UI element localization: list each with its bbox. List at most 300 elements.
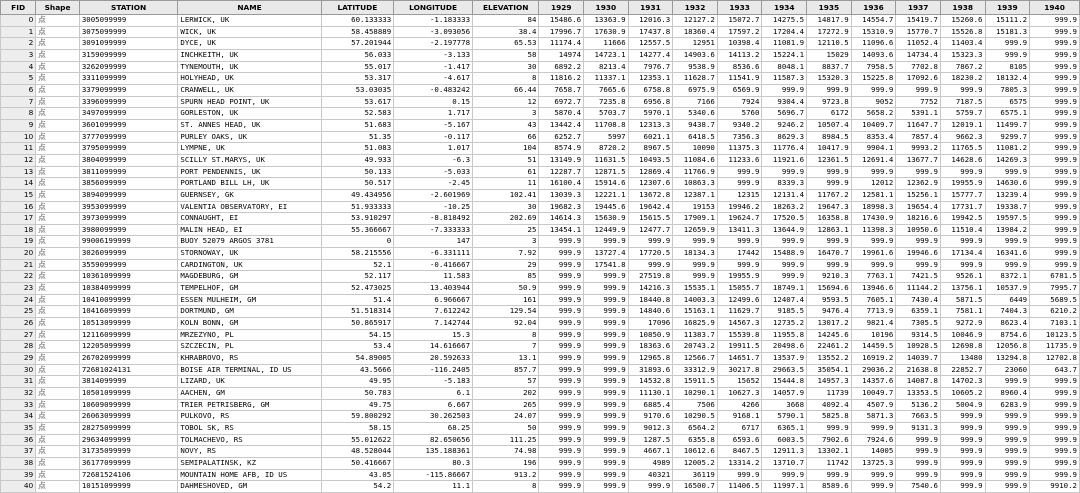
table-cell[interactable]: 999.9 <box>985 469 1030 481</box>
row-id-cell[interactable]: 15 <box>1 189 36 201</box>
table-cell[interactable]: 999.9 <box>1030 61 1080 73</box>
table-cell[interactable]: 58.458889 <box>321 26 394 38</box>
table-cell[interactable]: 999.9 <box>940 236 985 248</box>
table-cell[interactable]: 8339.3 <box>762 178 807 190</box>
table-row[interactable] <box>1 457 1080 469</box>
table-cell[interactable]: 999.9 <box>807 422 852 434</box>
table-cell[interactable]: 15029 <box>807 49 852 61</box>
table-cell[interactable]: 202 <box>473 388 539 400</box>
table-cell[interactable]: 23060 <box>985 364 1030 376</box>
table-cell[interactable]: 265 <box>473 399 539 411</box>
table-cell[interactable]: 19682.3 <box>539 201 584 213</box>
table-cell[interactable]: 13552.2 <box>807 353 852 365</box>
table-cell[interactable]: 80.3 <box>394 457 473 469</box>
table-cell[interactable]: 5696.7 <box>762 108 807 120</box>
table-cell[interactable]: 点 <box>36 224 80 236</box>
table-cell[interactable]: 12659.9 <box>673 224 718 236</box>
table-cell[interactable]: 8 <box>473 73 539 85</box>
table-cell[interactable]: 点 <box>36 236 80 248</box>
table-cell[interactable]: 15488.9 <box>762 248 807 260</box>
table-cell[interactable]: 17541.8 <box>584 259 629 271</box>
table-cell[interactable]: 55.012622 <box>321 434 394 446</box>
table-cell[interactable]: 11174.4 <box>539 38 584 50</box>
table-cell[interactable]: -5.183 <box>394 376 473 388</box>
table-cell[interactable]: 14614.3 <box>539 213 584 225</box>
table-cell[interactable]: 9131.3 <box>896 422 941 434</box>
table-cell[interactable]: 3980099999 <box>79 224 178 236</box>
table-cell[interactable]: 999.9 <box>940 481 985 493</box>
table-row[interactable] <box>1 154 1080 166</box>
table-cell[interactable]: 19153 <box>673 201 718 213</box>
table-cell[interactable]: 22461.2 <box>807 341 852 353</box>
table-cell[interactable]: 11631.5 <box>584 154 629 166</box>
table-cell[interactable]: 66 <box>473 131 539 143</box>
table-cell[interactable]: 10410099999 <box>79 294 178 306</box>
table-cell[interactable]: 10513099999 <box>79 318 178 330</box>
table-cell[interactable]: 999.9 <box>584 364 629 376</box>
table-cell[interactable]: 7235.8 <box>584 96 629 108</box>
table-cell[interactable]: 点 <box>36 143 80 155</box>
table-cell[interactable]: 999.9 <box>584 329 629 341</box>
table-cell[interactable]: 17731.7 <box>940 201 985 213</box>
table-cell[interactable]: 3075099999 <box>79 26 178 38</box>
table-row[interactable] <box>1 318 1080 330</box>
row-id-cell[interactable]: 25 <box>1 306 36 318</box>
table-cell[interactable]: 16100.4 <box>539 178 584 190</box>
table-cell[interactable]: 36177099999 <box>79 457 178 469</box>
table-cell[interactable]: 12313.3 <box>628 119 673 131</box>
table-cell[interactable]: 12449.9 <box>584 224 629 236</box>
table-cell[interactable]: 72681024131 <box>79 364 178 376</box>
table-cell[interactable]: 8 <box>473 481 539 493</box>
table-cell[interactable]: 999.9 <box>985 49 1030 61</box>
table-cell[interactable]: 9246.2 <box>762 119 807 131</box>
table-cell[interactable]: TOLMACHEVO, RS <box>178 434 321 446</box>
table-cell[interactable]: 11647.7 <box>896 119 941 131</box>
table-cell[interactable]: 12315 <box>717 189 762 201</box>
table-cell[interactable]: 50 <box>473 422 539 434</box>
table-cell[interactable]: 7.612242 <box>394 306 473 318</box>
table-cell[interactable]: 11375.3 <box>717 143 762 155</box>
table-cell[interactable]: 8048.1 <box>762 61 807 73</box>
table-cell[interactable]: -3.133 <box>394 49 473 61</box>
table-cell[interactable]: 15914.6 <box>584 178 629 190</box>
table-cell[interactable]: 15419.7 <box>896 15 941 27</box>
table-cell[interactable]: 11541.9 <box>717 73 762 85</box>
table-cell[interactable]: 14817.9 <box>807 15 852 27</box>
table-cell[interactable]: 15535.1 <box>673 283 718 295</box>
table-cell[interactable]: 999.9 <box>717 166 762 178</box>
table-cell[interactable]: 999.9 <box>539 271 584 283</box>
table-cell[interactable]: 15260.6 <box>940 15 985 27</box>
table-cell[interactable]: 999.9 <box>584 341 629 353</box>
table-cell[interactable]: 55.366667 <box>321 224 394 236</box>
table-cell[interactable]: 999.9 <box>762 259 807 271</box>
table-cell[interactable]: 9526.1 <box>940 271 985 283</box>
table-cell[interactable]: 161 <box>473 294 539 306</box>
table-cell[interactable]: 13677.7 <box>896 154 941 166</box>
table-cell[interactable]: 11765.5 <box>940 143 985 155</box>
table-cell[interactable]: 999.9 <box>584 457 629 469</box>
table-cell[interactable]: 12131.4 <box>762 189 807 201</box>
table-cell[interactable]: SEMIPALATINSK, KZ <box>178 457 321 469</box>
table-cell[interactable]: 19647.3 <box>807 201 852 213</box>
row-id-cell[interactable]: 10 <box>1 131 36 143</box>
table-cell[interactable]: 8720.2 <box>584 143 629 155</box>
column-header-name[interactable]: NAME <box>178 1 321 15</box>
table-cell[interactable]: 17520.5 <box>762 213 807 225</box>
table-cell[interactable]: 9168.1 <box>717 411 762 423</box>
table-cell[interactable]: 12477.7 <box>628 224 673 236</box>
table-cell[interactable]: 10493.5 <box>628 154 673 166</box>
table-cell[interactable]: 14057.9 <box>762 388 807 400</box>
table-row[interactable] <box>1 84 1080 96</box>
table-cell[interactable]: 3379099999 <box>79 84 178 96</box>
table-cell[interactable]: 11666 <box>584 38 629 50</box>
table-cell[interactable]: 10507.4 <box>807 119 852 131</box>
table-cell[interactable]: 17597.2 <box>717 26 762 38</box>
table-cell[interactable]: TOBOL SK, RS <box>178 422 321 434</box>
table-cell[interactable]: 999.9 <box>807 166 852 178</box>
table-cell[interactable]: 3 <box>473 236 539 248</box>
table-cell[interactable]: 点 <box>36 26 80 38</box>
table-cell[interactable]: 18360.4 <box>673 26 718 38</box>
table-cell[interactable]: 999.9 <box>940 457 985 469</box>
row-id-cell[interactable]: 1 <box>1 26 36 38</box>
table-cell[interactable]: STORNOWAY, UK <box>178 248 321 260</box>
table-cell[interactable]: 19624.7 <box>717 213 762 225</box>
table-cell[interactable]: 51.35 <box>321 131 394 143</box>
table-cell[interactable]: 999.9 <box>539 364 584 376</box>
table-cell[interactable]: 6972.7 <box>539 96 584 108</box>
table-cell[interactable]: 11398.3 <box>851 224 896 236</box>
table-cell[interactable]: 18749.1 <box>762 283 807 295</box>
table-cell[interactable]: 15526.8 <box>940 26 985 38</box>
table-cell[interactable]: 点 <box>36 306 80 318</box>
table-cell[interactable]: 19445.6 <box>584 201 629 213</box>
table-cell[interactable]: 12016.3 <box>628 15 673 27</box>
table-cell[interactable]: 8837.7 <box>807 61 852 73</box>
row-id-cell[interactable]: 12 <box>1 154 36 166</box>
table-cell[interactable]: 85 <box>473 271 539 283</box>
table-cell[interactable]: 25 <box>473 224 539 236</box>
table-cell[interactable]: 17720.5 <box>628 248 673 260</box>
row-id-cell[interactable]: 31 <box>1 376 36 388</box>
table-cell[interactable]: 3091099999 <box>79 38 178 50</box>
table-cell[interactable]: 999.9 <box>940 434 985 446</box>
table-cell[interactable]: 3262099999 <box>79 61 178 73</box>
table-cell[interactable]: 999.9 <box>762 84 807 96</box>
table-cell[interactable]: 3777099999 <box>79 131 178 143</box>
table-cell[interactable]: 999.9 <box>539 376 584 388</box>
table-cell[interactable]: 点 <box>36 73 80 85</box>
table-cell[interactable]: 4507.9 <box>851 399 896 411</box>
table-cell[interactable]: 12353.1 <box>628 73 673 85</box>
table-cell[interactable]: 7924 <box>717 96 762 108</box>
table-row[interactable] <box>1 166 1080 178</box>
table-cell[interactable]: 10384099999 <box>79 283 178 295</box>
table-cell[interactable]: 14357.6 <box>851 376 896 388</box>
table-row[interactable] <box>1 143 1080 155</box>
table-cell[interactable]: 7713.9 <box>851 306 896 318</box>
table-cell[interactable]: SZCZECIN, PL <box>178 341 321 353</box>
table-row[interactable] <box>1 306 1080 318</box>
table-cell[interactable]: 14651.7 <box>717 353 762 365</box>
table-row[interactable] <box>1 259 1080 271</box>
table-cell[interactable]: 3497099999 <box>79 108 178 120</box>
table-cell[interactable]: 49.434956 <box>321 189 394 201</box>
table-cell[interactable]: 8984.5 <box>807 131 852 143</box>
table-cell[interactable]: NOVY, RS <box>178 446 321 458</box>
table-cell[interactable]: -1.183333 <box>394 15 473 27</box>
row-id-cell[interactable]: 35 <box>1 422 36 434</box>
table-cell[interactable]: 13411.3 <box>717 224 762 236</box>
row-id-cell[interactable]: 14 <box>1 178 36 190</box>
table-cell[interactable]: 7.142744 <box>394 318 473 330</box>
table-cell[interactable]: 11403.4 <box>940 38 985 50</box>
table-cell[interactable]: 9299.7 <box>985 131 1030 143</box>
table-cell[interactable]: 10850.9 <box>628 329 673 341</box>
table-cell[interactable]: 9904.1 <box>851 143 896 155</box>
table-cell[interactable]: 4266 <box>717 399 762 411</box>
table-cell[interactable]: 3396099999 <box>79 96 178 108</box>
table-cell[interactable]: 999.9 <box>628 259 673 271</box>
table-row[interactable] <box>1 388 1080 400</box>
table-cell[interactable]: 43.05 <box>321 469 394 481</box>
table-cell[interactable]: 19654.4 <box>896 201 941 213</box>
table-cell[interactable]: 16358.8 <box>807 213 852 225</box>
table-cell[interactable]: 4092.4 <box>807 399 852 411</box>
table-cell[interactable]: 26702099999 <box>79 353 178 365</box>
table-cell[interactable]: 点 <box>36 96 80 108</box>
table-cell[interactable]: 13239.4 <box>985 189 1030 201</box>
table-cell[interactable]: 14974 <box>539 49 584 61</box>
table-cell[interactable]: 30217.8 <box>717 364 762 376</box>
table-cell[interactable]: 999.9 <box>717 236 762 248</box>
table-cell[interactable]: 8754.6 <box>985 329 1030 341</box>
table-cell[interactable]: 5760 <box>717 108 762 120</box>
table-cell[interactable]: 15777.7 <box>940 189 985 201</box>
table-cell[interactable]: 5871.3 <box>851 411 896 423</box>
table-cell[interactable]: 19946.6 <box>896 248 941 260</box>
table-cell[interactable]: 35054.1 <box>807 364 852 376</box>
table-cell[interactable]: 10398.4 <box>717 38 762 50</box>
table-cell[interactable]: 999.9 <box>539 294 584 306</box>
column-header-1939[interactable]: 1939 <box>985 1 1030 15</box>
table-cell[interactable]: 6758.8 <box>628 84 673 96</box>
table-cell[interactable]: 12387.1 <box>673 189 718 201</box>
table-cell[interactable]: 点 <box>36 38 80 50</box>
table-cell[interactable]: 11081.9 <box>762 38 807 50</box>
table-cell[interactable]: 999.9 <box>985 236 1030 248</box>
table-cell[interactable]: 13725.3 <box>851 457 896 469</box>
table-cell[interactable]: 999.9 <box>584 376 629 388</box>
table-cell[interactable]: 135.188361 <box>394 446 473 458</box>
table-cell[interactable]: 点 <box>36 411 80 423</box>
table-cell[interactable]: 12869.4 <box>628 166 673 178</box>
table-cell[interactable]: 11130.1 <box>628 388 673 400</box>
table-cell[interactable]: 999.9 <box>1030 213 1080 225</box>
table-cell[interactable]: ST. ANNES HEAD, UK <box>178 119 321 131</box>
table-cell[interactable]: 19597.5 <box>985 213 1030 225</box>
table-cell[interactable]: 10863.3 <box>673 178 718 190</box>
table-cell[interactable]: 点 <box>36 154 80 166</box>
table-cell[interactable]: 点 <box>36 189 80 201</box>
table-cell[interactable]: 19946.2 <box>717 201 762 213</box>
table-cell[interactable]: 11776.4 <box>762 143 807 155</box>
table-cell[interactable]: 999.9 <box>1030 73 1080 85</box>
table-cell[interactable]: -3.093056 <box>394 26 473 38</box>
table-cell[interactable]: 点 <box>36 84 80 96</box>
row-id-cell[interactable]: 21 <box>1 259 36 271</box>
table-row[interactable] <box>1 15 1080 27</box>
row-id-cell[interactable]: 13 <box>1 166 36 178</box>
table-cell[interactable]: 38.4 <box>473 26 539 38</box>
table-cell[interactable]: 7805.3 <box>985 84 1030 96</box>
table-cell[interactable]: 0 <box>321 236 394 248</box>
table-cell[interactable]: 999.9 <box>762 271 807 283</box>
table-cell[interactable]: 点 <box>36 457 80 469</box>
table-cell[interactable]: SCILLY ST.MARYS, UK <box>178 154 321 166</box>
table-cell[interactable]: 999.9 <box>628 236 673 248</box>
table-cell[interactable]: 999.9 <box>539 422 584 434</box>
table-cell[interactable]: 6569.9 <box>717 84 762 96</box>
table-cell[interactable]: INCHKEITH, UK <box>178 49 321 61</box>
table-cell[interactable]: 202.69 <box>473 213 539 225</box>
table-cell[interactable]: 999.9 <box>1030 108 1080 120</box>
table-cell[interactable]: 6593.6 <box>717 434 762 446</box>
table-row[interactable] <box>1 213 1080 225</box>
table-cell[interactable]: 999.9 <box>1030 189 1080 201</box>
table-cell[interactable]: 49.933 <box>321 154 394 166</box>
table-cell[interactable]: 11587.3 <box>762 73 807 85</box>
table-cell[interactable]: 7995.7 <box>1030 283 1080 295</box>
table-cell[interactable]: 8105 <box>985 61 1030 73</box>
table-cell[interactable]: 5658.2 <box>851 108 896 120</box>
table-cell[interactable]: 6003.5 <box>762 434 807 446</box>
table-cell[interactable]: 999.9 <box>807 84 852 96</box>
table-cell[interactable]: 点 <box>36 481 80 493</box>
table-cell[interactable]: 5759.7 <box>940 108 985 120</box>
row-id-cell[interactable]: 9 <box>1 119 36 131</box>
table-cell[interactable]: 点 <box>36 399 80 411</box>
table-cell[interactable]: 12362.9 <box>896 178 941 190</box>
table-cell[interactable]: 36119 <box>673 469 718 481</box>
table-cell[interactable]: 7430.4 <box>896 294 941 306</box>
table-cell[interactable]: 6892.2 <box>539 61 584 73</box>
table-cell[interactable]: 15111.2 <box>985 15 1030 27</box>
column-header-longitude[interactable]: LONGITUDE <box>394 1 473 15</box>
table-row[interactable] <box>1 189 1080 201</box>
table-cell[interactable]: 52.1 <box>321 259 394 271</box>
table-cell[interactable]: 15224.1 <box>762 49 807 61</box>
table-row[interactable] <box>1 294 1080 306</box>
table-cell[interactable]: 999.9 <box>1030 236 1080 248</box>
table-cell[interactable]: 43 <box>473 119 539 131</box>
table-cell[interactable]: 3795099999 <box>79 143 178 155</box>
table-cell[interactable]: 999.9 <box>851 166 896 178</box>
table-cell[interactable]: 12110.5 <box>807 38 852 50</box>
table-cell[interactable]: 40321 <box>628 469 673 481</box>
table-cell[interactable]: 10612.6 <box>673 446 718 458</box>
table-cell[interactable]: 7958.5 <box>851 61 896 73</box>
table-cell[interactable]: 999.9 <box>539 388 584 400</box>
table-cell[interactable]: 10605.2 <box>940 388 985 400</box>
table-cell[interactable]: 5871.5 <box>940 294 985 306</box>
table-cell[interactable]: 18440.8 <box>628 294 673 306</box>
table-cell[interactable]: 999.9 <box>896 446 941 458</box>
table-cell[interactable]: -2.197778 <box>394 38 473 50</box>
table-cell[interactable]: 999.9 <box>539 353 584 365</box>
table-cell[interactable]: 点 <box>36 388 80 400</box>
table-cell[interactable]: 51.083 <box>321 143 394 155</box>
table-cell[interactable]: 12056.8 <box>985 341 1030 353</box>
table-cell[interactable]: 13756.1 <box>940 283 985 295</box>
column-header-latitude[interactable]: LATITUDE <box>321 1 394 15</box>
table-cell[interactable]: 10501099999 <box>79 388 178 400</box>
table-cell[interactable]: 8629.3 <box>762 131 807 143</box>
table-cell[interactable]: 5870.4 <box>539 108 584 120</box>
table-cell[interactable]: 10409.7 <box>851 119 896 131</box>
table-cell[interactable]: MRZEZYNO, PL <box>178 329 321 341</box>
row-id-cell[interactable]: 36 <box>1 434 36 446</box>
table-cell[interactable]: 点 <box>36 364 80 376</box>
table-cell[interactable]: 3856099999 <box>79 178 178 190</box>
table-cell[interactable]: 999.9 <box>717 178 762 190</box>
table-cell[interactable]: 9012.3 <box>628 422 673 434</box>
table-cell[interactable]: 50.133 <box>321 166 394 178</box>
table-cell[interactable]: 999.9 <box>539 481 584 493</box>
table-cell[interactable]: -1.417 <box>394 61 473 73</box>
table-cell[interactable]: 999.9 <box>1030 166 1080 178</box>
table-cell[interactable]: 点 <box>36 201 80 213</box>
table-cell[interactable]: 999.9 <box>896 236 941 248</box>
column-header-shape[interactable]: Shape <box>36 1 80 15</box>
row-id-cell[interactable]: 32 <box>1 388 36 400</box>
table-cell[interactable]: 50.9 <box>473 283 539 295</box>
table-row[interactable] <box>1 329 1080 341</box>
table-cell[interactable]: 13727.4 <box>584 248 629 260</box>
table-cell[interactable]: 53.317 <box>321 73 394 85</box>
table-cell[interactable]: -8.818492 <box>394 213 473 225</box>
table-cell[interactable]: 1.017 <box>394 143 473 155</box>
table-row[interactable] <box>1 73 1080 85</box>
table-cell[interactable]: 999.9 <box>539 306 584 318</box>
table-cell[interactable]: BUOY 52079 ARGOS 3781 <box>178 236 321 248</box>
table-row[interactable] <box>1 399 1080 411</box>
table-cell[interactable]: 1287.5 <box>628 434 673 446</box>
table-cell[interactable]: 点 <box>36 259 80 271</box>
table-cell[interactable]: 点 <box>36 376 80 388</box>
table-cell[interactable]: 999.9 <box>717 469 762 481</box>
table-cell[interactable]: 999.9 <box>1030 388 1080 400</box>
table-cell[interactable]: 14957.3 <box>807 376 852 388</box>
table-cell[interactable]: 999.9 <box>1030 15 1080 27</box>
table-cell[interactable]: 13710.7 <box>762 457 807 469</box>
table-cell[interactable]: 13.1 <box>473 353 539 365</box>
table-row[interactable] <box>1 49 1080 61</box>
table-cell[interactable]: 9210.3 <box>807 271 852 283</box>
row-id-cell[interactable]: 6 <box>1 84 36 96</box>
table-cell[interactable]: 999.9 <box>584 353 629 365</box>
table-cell[interactable]: 3804099999 <box>79 154 178 166</box>
table-cell[interactable]: 31893.6 <box>628 364 673 376</box>
table-cell[interactable]: 52.583 <box>321 108 394 120</box>
table-cell[interactable]: ESSEN MULHEIM, GM <box>178 294 321 306</box>
table-cell[interactable]: 16341.6 <box>985 248 1030 260</box>
table-cell[interactable]: 点 <box>36 131 80 143</box>
table-cell[interactable]: 999.9 <box>1030 178 1080 190</box>
